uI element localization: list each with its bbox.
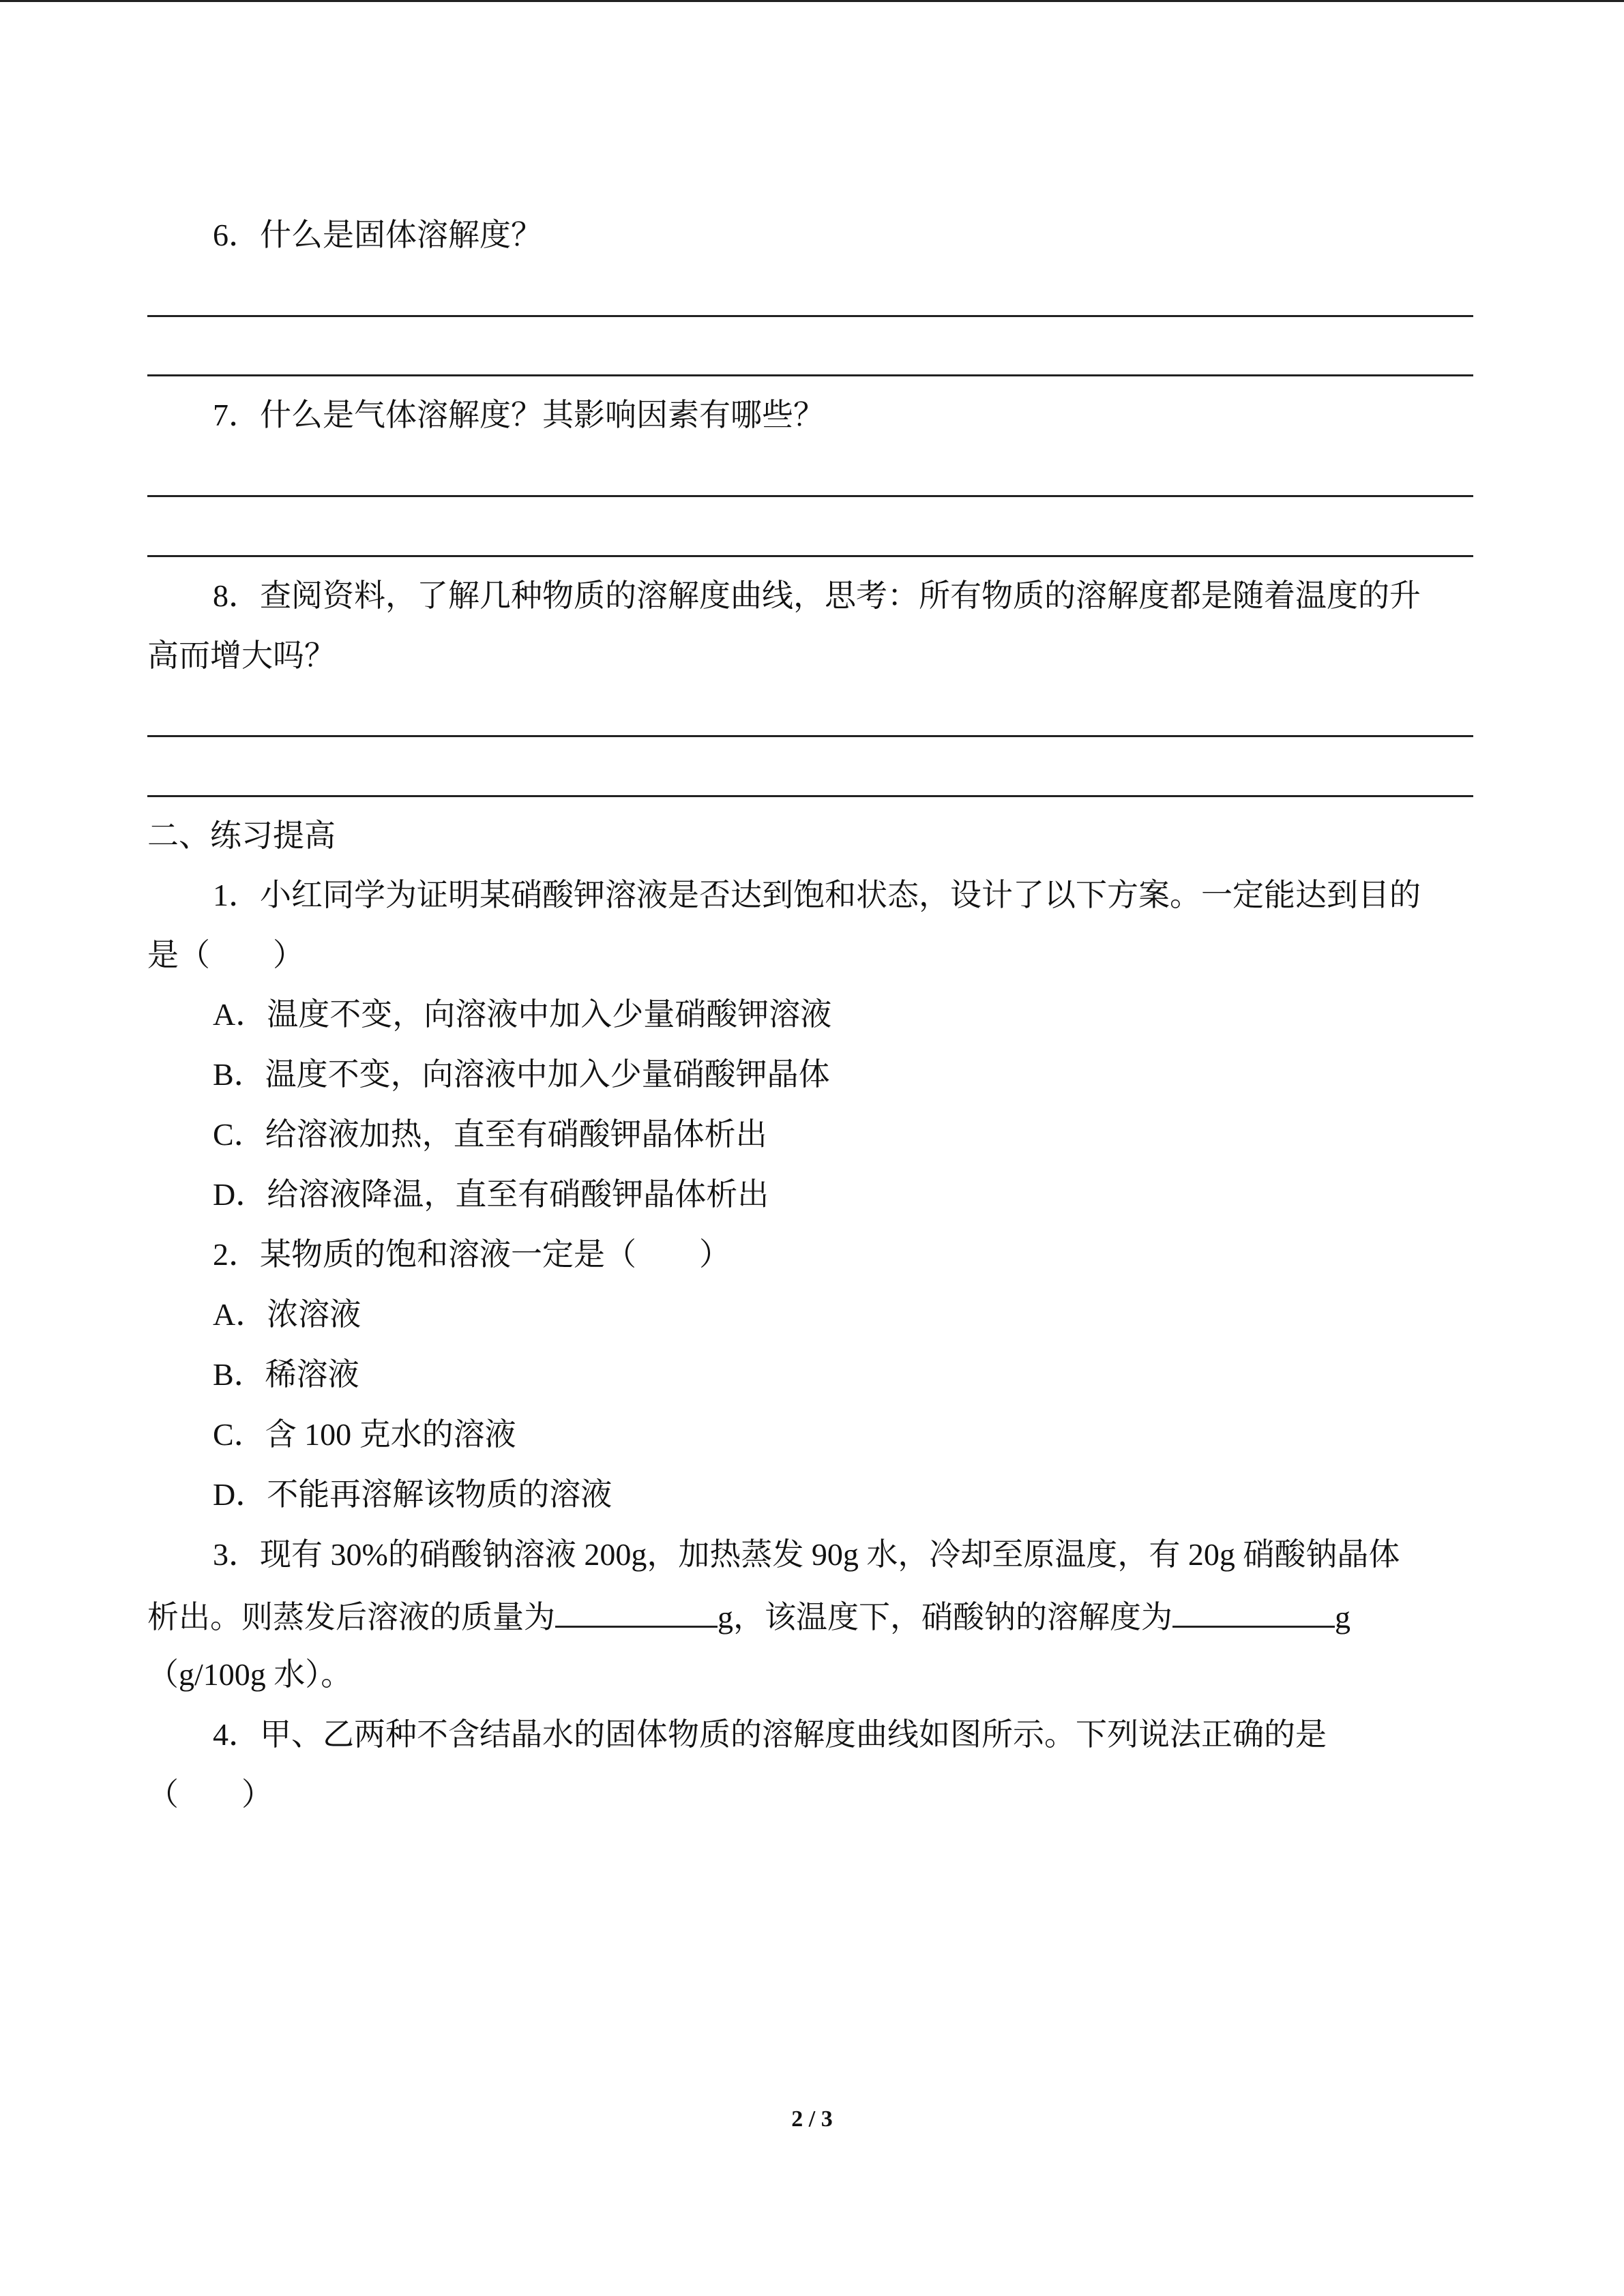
question-6: 6．什么是固体溶解度？ xyxy=(213,218,542,252)
p2-q2-option-b: B．稀溶液 xyxy=(213,1357,359,1392)
p2-q2-option-c: C．含 100 克水的溶液 xyxy=(213,1417,516,1452)
question-7: 7．什么是气体溶解度？其影响因素有哪些？ xyxy=(213,398,825,432)
p2-q2-option-a: A．浓溶液 xyxy=(213,1297,361,1332)
p2-question-1-line1: 1．小红同学为证明某硝酸钾溶液是否达到饱和状态，设计了以下方案。一定能达到目的 xyxy=(213,878,1421,912)
question-8-line1: 8．查阅资料，了解几种物质的溶解度曲线，思考：所有物质的溶解度都是随着温度的升 xyxy=(213,578,1421,613)
p2-question-4-line2: （ ） xyxy=(147,1777,273,1812)
q3-text-part1: 析出。则蒸发后溶液的质量为 xyxy=(147,1600,555,1635)
question-8-line2: 高而增大吗？ xyxy=(147,638,336,673)
p2-q1-option-d: D．给溶液降温，直至有硝酸钾晶体析出 xyxy=(213,1177,769,1212)
q3-blank-solubility[interactable] xyxy=(1172,1596,1335,1628)
answer-line-7b xyxy=(147,555,1473,557)
q3-text-part3: g xyxy=(1335,1600,1350,1635)
p2-q1-option-c: C．给溶液加热，直至有硝酸钾晶体析出 xyxy=(213,1117,767,1152)
p2-q1-option-a: A．温度不变，向溶液中加入少量硝酸钾溶液 xyxy=(213,997,832,1032)
answer-line-6a xyxy=(147,315,1473,317)
p2-question-3-line2 xyxy=(147,1596,1350,1637)
p2-question-2: 2．某物质的饱和溶液一定是（ ） xyxy=(213,1237,730,1272)
p2-question-1-line2: 是（ ） xyxy=(147,938,304,972)
section-heading-practice: 二、练习提高 xyxy=(147,818,336,853)
q3-text-part2: g，该温度下，硝酸钠的溶解度为 xyxy=(718,1600,1172,1635)
p2-q2-option-d: D．不能再溶解该物质的溶液 xyxy=(213,1477,612,1512)
answer-line-7a xyxy=(147,495,1473,497)
answer-line-8b xyxy=(147,795,1473,797)
p2-q1-option-b: B．温度不变，向溶液中加入少量硝酸钾晶体 xyxy=(213,1057,830,1092)
answer-line-8a xyxy=(147,735,1473,737)
p2-question-3-line1: 3．现有 30%的硝酸钠溶液 200g，加热蒸发 90g 水，冷却至原温度，有 20g 硝酸钠晶体 xyxy=(213,1537,1400,1572)
p2-question-4-line1: 4．甲、乙两种不含结晶水的固体物质的溶解度曲线如图所示。下列说法正确的是 xyxy=(213,1717,1327,1752)
q3-blank-solution-mass[interactable] xyxy=(555,1596,718,1628)
top-border xyxy=(0,0,1624,2)
page-number: 2 / 3 xyxy=(791,2106,833,2132)
p2-question-3-line3: （g/100g 水）。 xyxy=(147,1657,353,1692)
answer-line-6b xyxy=(147,374,1473,376)
